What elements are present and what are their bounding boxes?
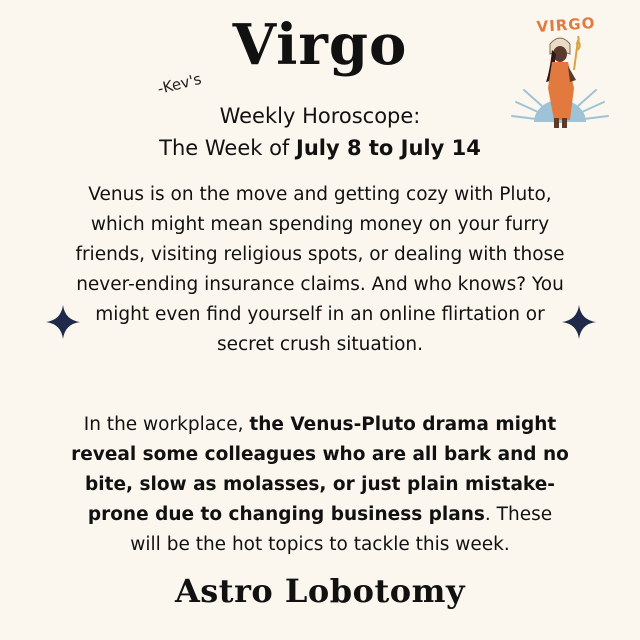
paragraph-workplace-end: . These will be the hot topics to tackle this week. [130, 504, 553, 555]
subtitle-weekly-horoscope: Weekly Horoscope: [219, 104, 421, 128]
paragraph-workplace-start: In the workplace, [83, 414, 250, 435]
subtitle-week-range [0, 133, 640, 163]
week-prefix: The Week of [159, 136, 296, 160]
paragraph-venus-pluto: Venus is on the move and getting cozy with Pluto, which might mean spending money on your furry friends, visiting religious spots, or dealing with those never-ending insurance claims. And who knows? You might even find yourself in an online flirtation or secret crush situation. [75, 184, 565, 355]
week-dates: July 8 to July 14 [296, 136, 481, 160]
badge-label: VIRGO [536, 13, 596, 37]
paragraph-workplace-bold: the Venus-Pluto drama might reveal some colleagues who are all bark and no bite, slow as molasses, or just plain mistake-prone due to changing business plans [71, 414, 569, 525]
four-point-star-icon [562, 305, 596, 339]
byline: -Kev's [155, 69, 204, 98]
brand-name: Astro Lobotomy [174, 572, 466, 610]
page-title: Virgo [232, 12, 408, 78]
paragraph-workplace [70, 410, 570, 560]
four-point-star-icon [46, 305, 80, 339]
